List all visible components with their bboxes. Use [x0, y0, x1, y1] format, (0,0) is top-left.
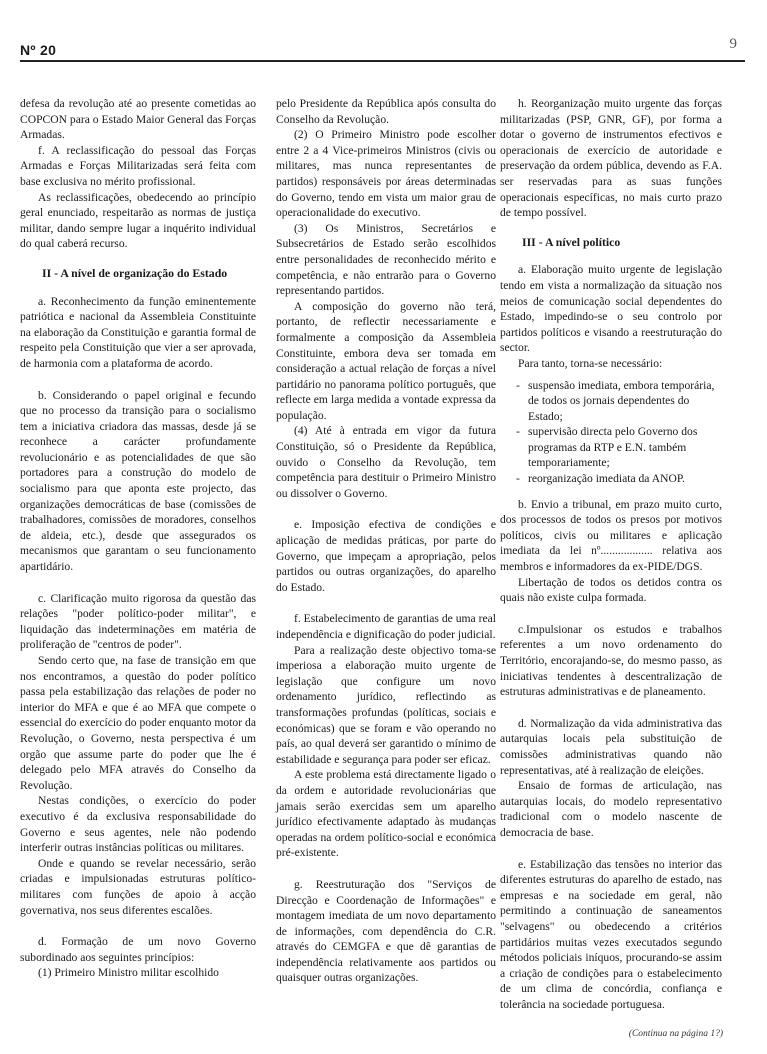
text-column-2 [276, 96, 496, 986]
paragraph-d1: (1) Primeiro Ministro militar escolhido [38, 966, 219, 980]
header-rule [20, 60, 745, 62]
paragraph-b: b. Considerando o papel original e fecundo que no processo da transição para o socialismo tem a iniciativa criadora das massas, desde já se reconhece a carácter profundamente revolucionário e as potencialidades de que são portadores para a construção do modelo de socialismo para que aponta este projecto, das organizações democráticas de base (comissões de trabalhadores, comissões de moradores, conselhos de aldeia, etc.), desde que assegurados os mecanismos que garantam o seu funcionamento apartidário. [20, 388, 256, 574]
paragraph: A composição do governo não terá, portanto, de reflectir necessariamente e formalmente a composição da Assembleia Constituinte, embora deva ser tomada em consideração a actual relação de forças a nível partidário no panorama político português, que reflecte em larga medida a vontade expressa da população. [276, 299, 496, 422]
text-column-1 [20, 96, 256, 981]
paragraph: defesa da revolução até ao presente cometidas ao COPCON para o Estado Maior General das Forças Armadas. [20, 97, 257, 142]
paragraph-2: (2) O Primeiro Ministro pode escolher entre 2 a 4 Vice-primeiros Ministros (civis ou militares, mas nunca representantes de partidos) responsáveis por áreas determinadas do Governo, tendo em vista um maior grau de operacionalidade do executivo. [276, 128, 496, 220]
paragraph-4: (4) Até à entrada em vigor da futura Constituição, só o Presidente da República, ouvido o Conselho da Revolução, tem competência para destituir o Primeiro Ministro ou dissolver o Governo. [276, 424, 496, 500]
paragraph: Para a realização deste objectivo toma-se imperiosa a elaboração muito urgente de legislação que configure um novo ordenamento jurídico, reflectindo as transformações profundas (políticas, sociais e económicas) que se foram e vão operando no país, ao qual deverá ser garantido o mínimo de estabilidade e segurança para poder ser eficaz. [276, 643, 496, 766]
paragraph-h: h. Reorganização muito urgente das forças militarizadas (PSP, GNR, GF), por forma a dotar o governo de instrumentos efectivos e operacionais de exercício de autoridade e preservação da ordem pública, devendo as F.A. ser reservadas para as suas funções operacionais específicas, no mais curto prazo de tempo possível. [500, 97, 722, 220]
page-number: 9 [729, 36, 737, 52]
text-column-3 [500, 96, 722, 1012]
paragraph-e: e. Imposição efectiva de condições e aplicação de medidas práticas, por parte do Governo, que impeçam a apropriação, pelos partidos ou outras organizações, do aparelho do Estado. [276, 518, 496, 594]
continued-note: (Continua na página 1?) [628, 1029, 723, 1039]
paragraph: Nestas condições, o exercício do poder executivo é da exclusiva responsabilidade do Governo e seus agentes, nele não podendo interferir outras instâncias políticas ou militares. [20, 794, 256, 855]
section-title-ii: II - A nível de organização do Estado [42, 265, 228, 280]
list-item: - suspensão imediata, embora temporária, de todos os jornais dependentes do Estado; [518, 378, 722, 425]
paragraph-b: b. Envio a tribunal, em prazo muito curto, dos processos de todos os presos por motivos políticos, civis ou militares e aplicação imediata da lei nº.................. relativa aos membros e informadores da ex-PIDE/DGS. [500, 497, 722, 574]
issue-number: Nº 20 [20, 42, 57, 58]
paragraph: As reclassificações, obedecendo ao princípio geral enunciado, respeitarão as normas de justiça militar, dando sempre lugar a inquérito individual do qual caberá recurso. [20, 190, 256, 251]
paragraph: pelo Presidente da República após consulta do Conselho da Revolução. [276, 97, 496, 126]
paragraph: A este problema está directamente ligado o da ordem e autoridade revolucionárias que jamais serão exercidas sem um aparelho jurídico efectivamente adaptado às mudanças operadas na ordem político-social e económica pré-existente. [276, 768, 496, 860]
paragraph-f: f. A reclassificação do pessoal das Forças Armadas e Forças Militarizadas será feita com base exclusiva no mérito profissional. [20, 143, 256, 188]
paragraph: Ensaio de formas de articulação, nas autarquias locais, do modelo representativo tradicional com o modelo nascente de democracia de base. [500, 779, 722, 839]
list-item: - reorganização imediata da ANOP. [518, 471, 722, 487]
paragraph-a: a. Reconhecimento da função eminentemente patriótica e nacional da Assembleia Constituinte na elaboração da Constituição e garantia formal de respeito pela Constituição que vier a ser aprovada, de harmonia com a plataforma de acordo. [20, 294, 256, 370]
page-header [20, 36, 745, 62]
paragraph: Para tanto, torna-se necessário: [518, 356, 663, 370]
measures-list [500, 378, 722, 487]
paragraph-a: a. Elaboração muito urgente de legislação tendo em vista a normalização da situação nos meios de comunicação social dependentes do Estado, impedindo-se o seu controlo por partidos políticos e visando a reestruturação do sector. [500, 263, 722, 355]
paragraph-f: f. Estabelecimento de garantias de uma real independência e dignificação do poder judicial. [276, 612, 496, 641]
paragraph: Sendo certo que, na fase de transição em que nos encontramos, a questão do poder político passa pela estabilização das relações de poder no interior do MFA e que é ao MFA que compete o essencial do exercício do poder enquanto motor da Revolução, o Governo, nesta perspectiva é um orgão que assume parte do poder que lhe é delegado pelo MFA através do Conselho da Revolução. [20, 654, 256, 792]
paragraph-g: g. Reestruturação dos "Serviços de Direcção e Coordenação de Informações" e montagem imediata de um novo departamento de informações, com dependência do C.R. através do CEMGFA e que dê garantias de independência relativamente aos partidos ou quaisquer outras organizações. [276, 877, 496, 985]
paragraph-3: (3) Os Ministros, Secretários e Subsecretários de Estado serão escolhidos entre personalidades de reconhecido mérito e competência, e não entrarão para o Governo representando partidos. [276, 221, 496, 298]
paragraph: Onde e quando se revelar necessário, serão criadas e impulsionadas estruturas político-militares com funções de apoio à acção governativa, nos seus diferentes escalões. [20, 856, 256, 917]
list-item: - supervisão directa pelo Governo dos programas da RTP e E.N. também temporariamente; [518, 424, 722, 471]
paragraph-d: d. Formação de um novo Governo subordinado aos seguintes princípios: [20, 935, 256, 964]
paragraph-d: d. Normalização da vida administrativa das autarquias locais pela substituição de comissões administrativas quando não representativas, até à realização de eleições. [500, 716, 722, 777]
paragraph-c: c. Clarificação muito rigorosa da questão das relações "poder político-poder militar", e liquidação das indeterminações em matéria de proliferação de "centros de poder". [20, 591, 256, 652]
paragraph-e: e. Estabilização das tensões no interior das diferentes estruturas do aparelho de estado, nas empresas e na sociedade em geral, não permitindo a continuação de saneamentos "selvagens" ou obedecendo a critérios partidários muitas vezes executados segundo métodos policiais iníquos, procurando-se assim a criação de condições para o estabelecimento de um clima de concórdia, confiança e tolerância na sociedade portuguesa. [500, 857, 722, 1011]
paragraph-c: c.Impulsionar os estudos e trabalhos referentes a um novo ordenamento do Território, encorajando-se, do mesmo passo, as iniciativas tendentes à descentralização de estruturas administrativas e de planeamento. [500, 622, 722, 699]
paragraph: Libertação de todos os detidos contra os quais não existe culpa formada. [500, 575, 722, 605]
section-title-iii: III - A nível político [522, 234, 621, 249]
